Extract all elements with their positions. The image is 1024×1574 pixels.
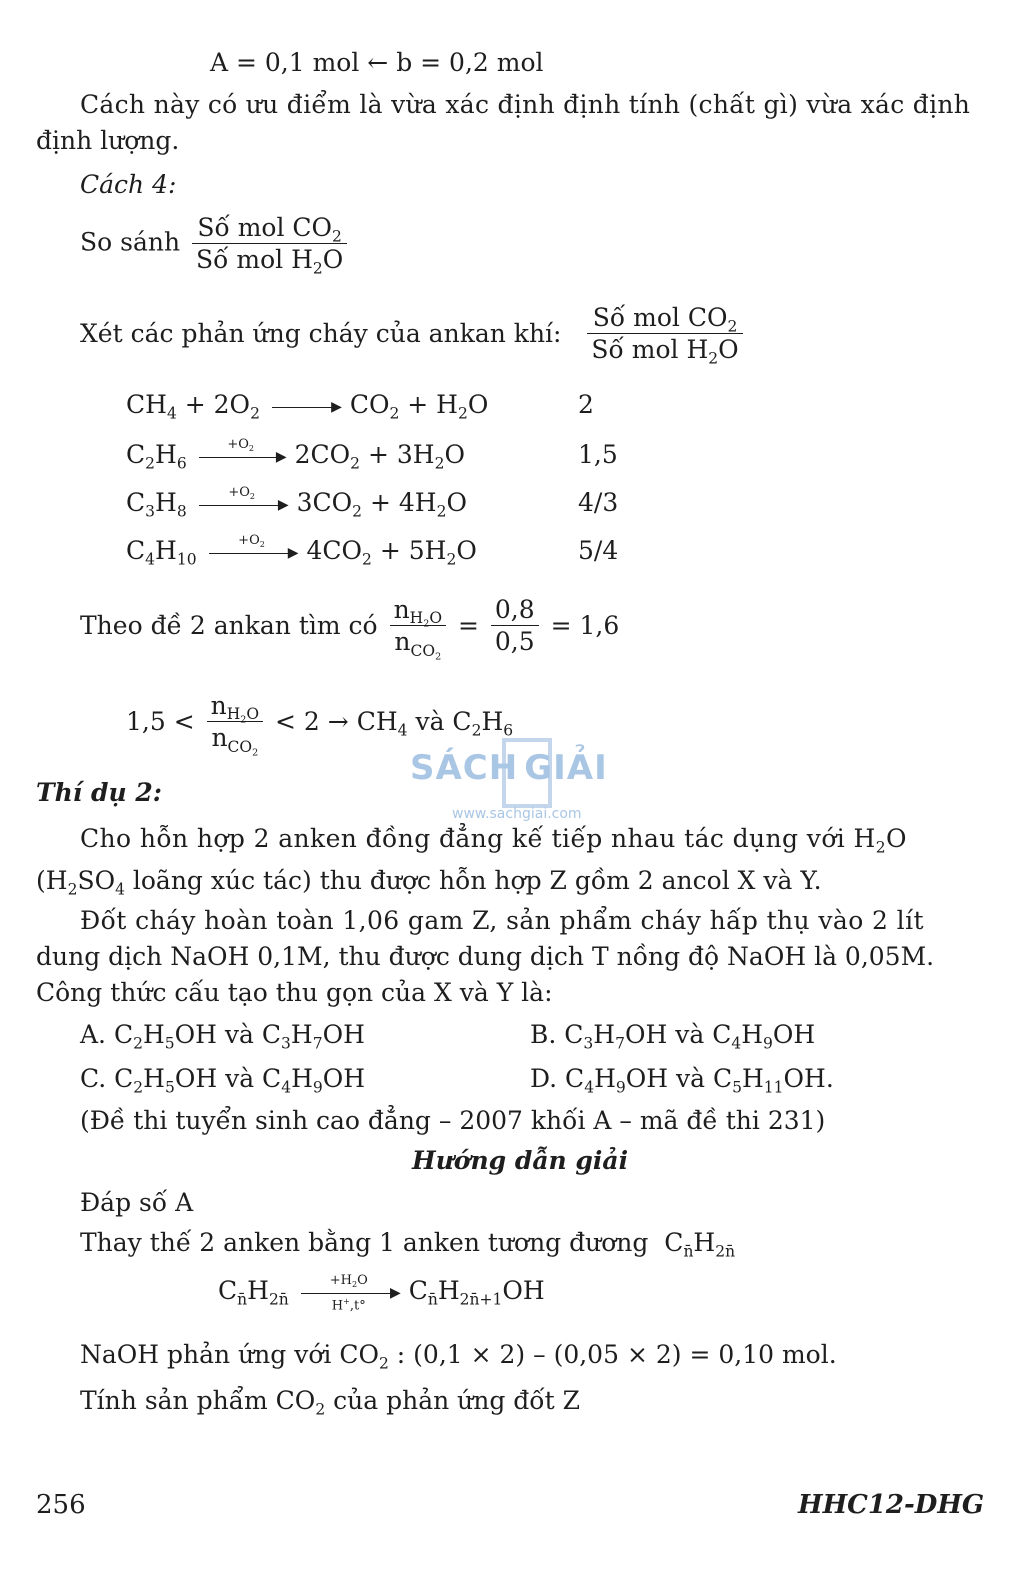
reaction-c4h10: $C_4H_{10}$ $+O_2$ ▶ $4CO_2 + 5H_2O$ [126,532,477,569]
inequality-line: 1,5 < $\frac{n_{H_2O}}{n_{CO_2}}$ < $2 \to CH_4$ và $C_2H_6$ [126,691,514,759]
option-d: D. $C_4H_9OH$ và $C_5H_{11}OH$. [530,1064,834,1097]
paragraph-line: Cách này có ưu điểm là vừa xác định định tính (chất gì) vừa xác định [80,90,971,119]
solution-line: NaOH phản ứng với $CO_2$ : (0,1 × 2) – (0,05 × 2) = 0,10 mol. [80,1340,837,1373]
ratio-value: 1,5 [578,440,618,469]
question-line: ($H_2SO_4$ loãng xúc tác) thu được hỗn hợp Z gồm 2 ancol X và Y. [36,866,822,899]
watermark-logo: SÁCH GIẢI www.sachgiai.com [410,738,610,818]
ratio-value: 4/3 [578,488,619,517]
section-heading: Cách 4: [80,170,177,199]
mol-ratio-fraction: $\frac{Số mol CO_2}{Số mol H_2O}$ [587,302,742,366]
example-heading: Thí dụ 2: [36,778,162,807]
option-b: B. $C_3H_7OH$ và $C_4H_9OH$ [530,1020,816,1053]
question-line: dung dịch NaOH 0,1M, thu được dung dịch T nồng độ NaOH là 0,05M. [36,942,935,971]
mol-ratio-fraction: $\frac{Số mol CO_2}{Số mol H_2O}$ [192,212,347,276]
compare-line [80,212,351,276]
intro-line: A = 0,1 mol ← b = 0,2 mol [210,48,544,77]
book-code: HHC12-DHG [798,1490,985,1520]
ratio-value: 5/4 [578,536,619,565]
compare-label: So sánh [80,227,181,257]
reaction-c2h6: $C_2H_6$ $+O_2$ ▶ $2CO_2 + 3H_2O$ [126,436,465,473]
solution-line: Tính sản phẩm $CO_2$ của phản ứng đốt Z [80,1386,580,1419]
given-ratio-line: Theo đề 2 ankan tìm có $\frac{n_{H_2O}}{n_{CO_2}}$ = $\frac{0,8}{0,5}$ = 1,6 [80,595,620,663]
question-line: Đốt cháy hoàn toàn 1,06 gam Z, sản phẩm cháy hấp thụ vào 2 lít [80,906,924,935]
answer-line: Đáp số A [80,1188,194,1217]
value-fraction: $\frac{0,8}{0,5}$ [491,594,539,658]
option-c: C. $C_2H_5OH$ và $C_4H_9OH$ [80,1064,366,1097]
hydration-reaction: $C_{n̄}H_{2n̄}$ $+H_2O$ ▶ H+,t° $C_{n̄}H_{2n̄+1}OH$ [218,1272,545,1314]
paragraph-line: định lượng. [36,126,180,155]
n-ratio-fraction: $\frac{n_{H_2O}}{n_{CO_2}}$ [207,690,263,754]
source-note: (Đề thi tuyển sinh cao đẳng – 2007 khối A – mã đề thi 231) [80,1106,826,1135]
solution-line: Thay thế 2 anken bằng 1 anken tương đương $C_{n̄}H_{2n̄}$ [80,1228,736,1261]
question-line: Cho hỗn hợp 2 anken đồng đẳng kế tiếp nhau tác dụng với $H_2O$ [80,824,907,857]
consider-line: Xét các phản ứng cháy của ankan khí: $\frac{Số mol CO_2}{Số mol H_2O}$ [80,302,747,366]
reaction-ch4: $CH_4 + 2O_2$ ▶ $CO_2 + H_2O$ [126,390,489,423]
page-number: 256 [36,1490,86,1520]
solution-heading: Hướng dẫn giải [412,1146,629,1175]
ratio-value: 2 [578,390,594,419]
option-a: A. $C_2H_5OH$ và $C_3H_7OH$ [80,1020,365,1053]
reaction-c3h8: $C_3H_8$ $+O_2$ ▶ $3CO_2 + 4H_2O$ [126,484,467,521]
n-ratio-fraction: $\frac{n_{H_2O}}{n_{CO_2}}$ [390,594,446,658]
question-line: Công thức cấu tạo thu gọn của X và Y là: [36,978,553,1007]
